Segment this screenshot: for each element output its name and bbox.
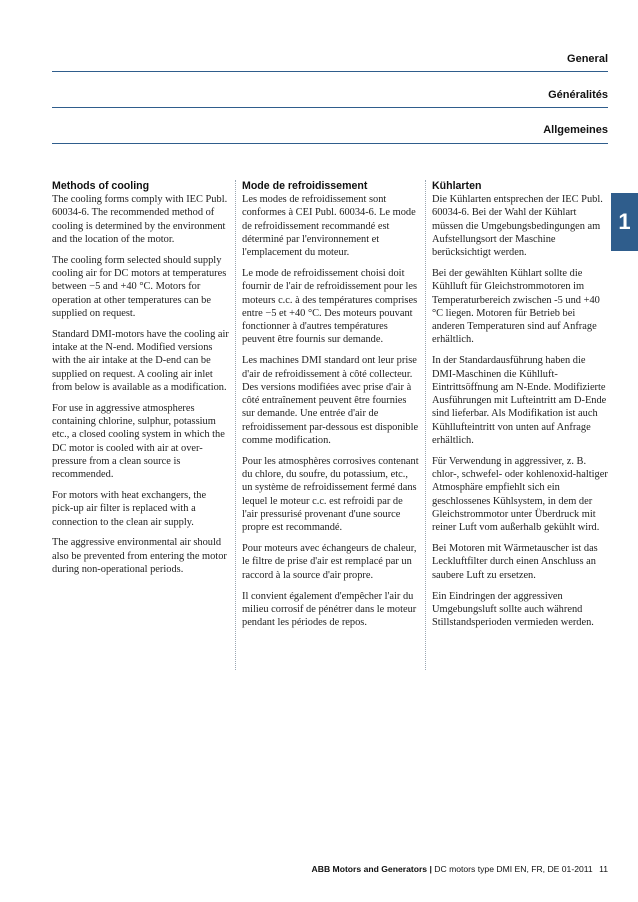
paragraph: Ein Eindringen der aggressiven Umgebungsluft sollte auch während Stillstandsperioden vermieden werden.	[432, 590, 594, 629]
column-french	[242, 180, 420, 637]
page-number: 11	[599, 864, 608, 874]
paragraph: Pour moteurs avec échangeurs de chaleur, le filtre de prise d'air est remplacé par un raccord à la source d'air propre.	[242, 543, 417, 581]
page-footer	[312, 864, 608, 874]
paragraph: Les machines DMI standard ont leur prise d'air de refroidissement à côté collecteur. Des versions modifiées avec prise d'air à côté entraînement peuvent être fournies sur demande. Une entrée d'air de refroidissement par-dessous est disponible comme modification.	[242, 355, 419, 447]
header-rule-3	[52, 143, 608, 144]
column-german	[432, 180, 608, 637]
column-divider	[425, 180, 426, 670]
paragraph: Le mode de refroidissement choisi doit fournir de l'air de refroidissement pour les moteurs c.c. à des températures comprises entre −5 et +40 °C. Des moteurs pouvant fonctionner à d'autres températures peuvent être fournis sur demande.	[242, 267, 418, 346]
paragraph: The aggressive environmental air should also be prevented from entering the motor during non-operational periods.	[52, 537, 227, 575]
chapter-tab	[611, 193, 638, 251]
chapter-number: 1	[618, 209, 631, 234]
paragraph: For use in aggressive atmospheres containing chlorine, sulphur, potassium etc., a closed cooling system in which the DC motor is cooled with air at over-pressure from a clean source is recommended.	[52, 402, 225, 481]
paragraph: The cooling form selected should supply cooling air for DC motors at temperatures between −5 and +40 °C. Motors for operation at other temperatures can be supplied on request.	[52, 254, 227, 319]
paragraph: Bei Motoren mit Wärmetauscher ist das Leckluftfilter durch einen Anschluss an saubere Luft zu ersetzen.	[432, 543, 598, 581]
section-heading-de: Kühlarten	[432, 180, 482, 192]
header-rule-2	[52, 107, 608, 108]
paragraph: Les modes de refroidissement sont conformes à CEI Publ. 60034-6. Le mode de refroidissement recommandé est déterminé par l'environnement et l'emplacement du moteur.	[242, 194, 416, 259]
paragraph: Il convient également d'empêcher l'air du milieu corrosif de pénétrer dans le moteur pendant les périodes de repos.	[242, 590, 417, 629]
header-title-de: Allgemeines	[543, 124, 608, 136]
column-divider	[235, 180, 236, 670]
footer-document: DC motors type DMI EN, FR, DE 01-2011	[434, 864, 593, 874]
column-english	[52, 180, 230, 584]
footer-separator: |	[429, 864, 432, 874]
header-rule-1	[52, 71, 608, 72]
paragraph: For motors with heat exchangers, the pick-up air filter is replaced with a connection to the clean air supply.	[52, 489, 207, 528]
section-heading-en: Methods of cooling	[52, 180, 150, 192]
footer-company: ABB Motors and Generators	[311, 864, 428, 874]
paragraph: Bei der gewählten Kühlart sollte die Kühlluft für Gleichstrommotoren im Temperaturbereich zwischen -5 und +40 °C liegen. Motoren für Betrieb bei anderen Temperaturen sind auf Anfrage erhältlich.	[432, 267, 600, 346]
header-title-en: General	[567, 53, 608, 65]
paragraph: In der Standardausführung haben die DMI-Maschinen die Kühlluft-Eintrittsöffnung am N-Ende. Modifizierte Ausführungen mit Lufteintritt am D-Ende sind lieferbar. Als Modifikation ist auch Kühllufteintritt von unten auf Anfrage erhältlich.	[432, 355, 607, 447]
header-title-fr: Généralités	[548, 89, 608, 101]
paragraph: Die Kühlarten entsprechen der IEC Publ. 60034-6. Bei der Wahl der Kühlart müssen die Umgebungsbedingungen am Aufstellungsort der Maschine berücksichtigt werden.	[432, 194, 603, 259]
paragraph: Standard DMI-motors have the cooling air intake at the N-end. Modified versions with the air intake at the D-end can be supplied on request. A cooling air inlet from below is available as a modification.	[52, 328, 229, 393]
paragraph: Pour les atmosphères corrosives contenant du chlore, du soufre, du potassium, etc., un système de refroidissement fermé dans lequel le moteur c.c. est refroidi par de l'air pressurisé provenant d'une source propre est recommandé.	[242, 455, 419, 534]
section-heading-fr: Mode de refroidissement	[242, 180, 368, 192]
paragraph: Für Verwendung in aggressiver, z. B. chlor-, schwefel- oder kohlenoxid-haltiger Atmosphäre empfiehlt sich ein geschlossenes Kühlsystem, in dem der Gleichstrommotor unter Überdruck mit reiner Luft vom außerhalb gekühlt wird.	[432, 455, 608, 534]
paragraph: The cooling forms comply with IEC Publ. 60034-6. The recommended method of cooling is determined by the environment and the location of the motor.	[52, 194, 228, 245]
